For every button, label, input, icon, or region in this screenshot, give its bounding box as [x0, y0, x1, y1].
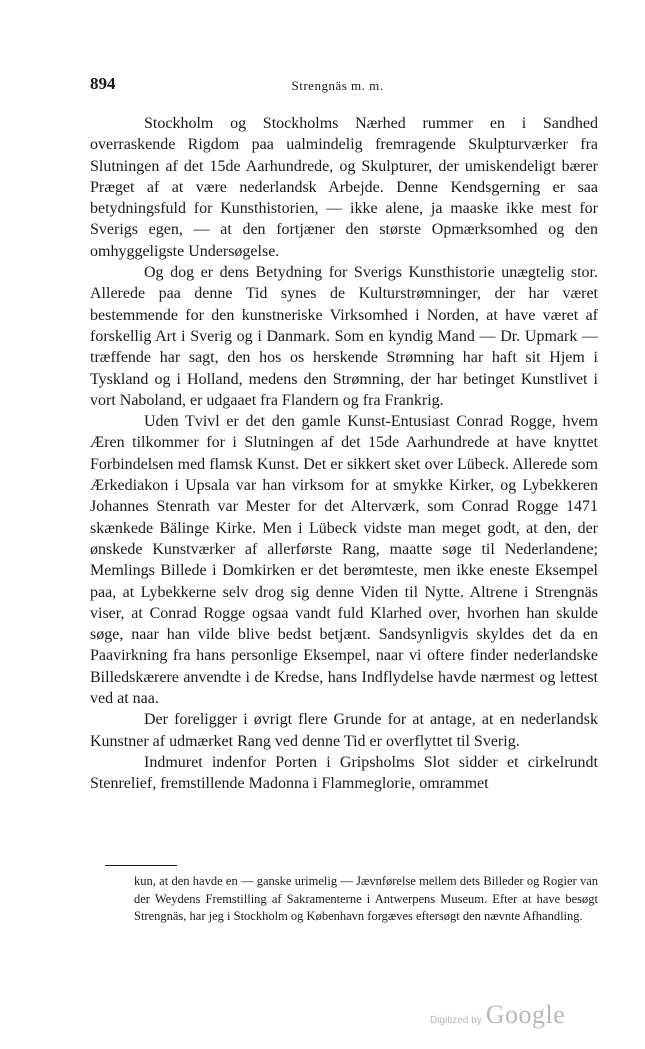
digitized-prefix: Digitized by	[430, 1015, 482, 1026]
page-number: 894	[90, 74, 116, 93]
footnote	[134, 873, 598, 926]
paragraph: Indmuret indenfor Porten i Gripsholms Slot sidder et cirkelrundt Stenrelief, fremstillende Madonna i Flammeglorie, omrammet	[90, 753, 598, 793]
paragraph: Stockholm og Stockholms Nærhed rummer en i Sandhed overraskende Rigdom paa ualmindelig fremragende Skulpturværker fra Slutningen af det 15de Aarhundrede, og Skulpturer, der umiskendeligt bærer Præget af at være nederlandsk Arbejde. Denne Kendsgerning er saa betydningsfuld for Kunsthistorien, — ikke alene, ja maaske ikke mest for Sverigs egen, — at den fortjæner den største Opmærksomhed og den omhyggeligste Undersøgelse.	[90, 115, 598, 260]
footnote-text: kun, at den havde en — ganske urimelig — Jævnførelse mellem dets Billeder og Rogier van der Weydens Fremstilling af Sakramenterne i Antwerpens Museum. Efter at have besøgt Strengnäs, har jeg i Stockholm og København forgæves eftersøgt den nævnte Afhandling.	[134, 874, 598, 923]
paragraph: Uden Tvivl er det den gamle Kunst-Entusiast Conrad Rogge, hvem Æren tilkommer for i Slutningen af det 15de Aarhundrede at have knyttet Forbindelsen med flamsk Kunst. Det er sikkert sket over Lübeck. Allerede som Ærkediakon i Upsala var han virksom for at smykke Kirker, og Lybekkeren Johannes Stenrath var Mester for det Alterværk, som Conrad Rogge 1471 skænkede Bälinge Kirke. Men i Lübeck vidste man meget godt, at den, der ønskede Kunstværker af allerførste Rang, maatte søge til Nederlandene; Memlings Billede i Domkirken er det berømteste, men ikke eneste Eksempel paa, at Lybekkerne selv drog sig denne Viden til Nytte. Altrene i Strengnäs viser, at Conrad Rogge ogsaa vandt fuld Klarhed over, hvorhen han skulde søge, naar han vilde blive bedst betjænt. Sandsynligvis skyldes det da en Paavirkning fra hans personlige Eksempel, naar vi oftere finder nederlandske Billedskærere anvendte i de Kredse, hans Indflydelse havde nærmest og lettest ved at naa.	[90, 413, 598, 708]
footnote-rule	[105, 865, 177, 866]
paragraph: Og dog er dens Betydning for Sverigs Kunsthistorie unægtelig stor. Allerede paa denne Tid synes de Kulturstrømninger, der har været bestemmende for den kunstneriske Virksomhed i Norden, at have været af forskellig Art i Sverig og i Danmark. Som en kyndig Mand — Dr. Upmark — træffende har sagt, den hos os herskende Strømning har haft sit Hjem i Tyskland og i Holland, medens den Strømning, der har betinget Kunstlivet i vort Naboland, er udgaaet fra Flandern og fra Frankrig.	[90, 264, 598, 409]
running-title: Strengnäs m. m.	[291, 78, 384, 93]
digitized-watermark	[430, 1000, 565, 1030]
google-logo: Google	[485, 1000, 566, 1029]
paragraph: Der foreligger i øvrigt flere Grunde for at antage, at en nederlandsk Kunstner af udmærket Rang ved denne Tid er overflyttet til Sverig.	[90, 711, 598, 750]
body-text	[90, 113, 598, 795]
